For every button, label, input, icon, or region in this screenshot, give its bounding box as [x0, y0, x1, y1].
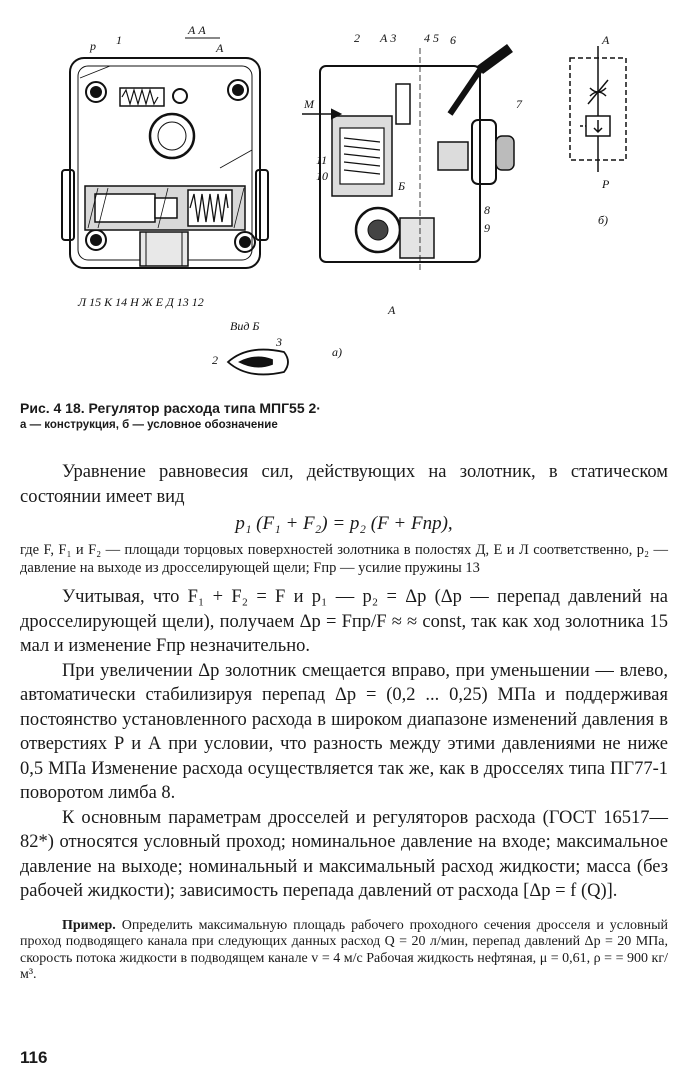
label-7: 7	[516, 97, 522, 111]
label-9: 9	[484, 221, 490, 235]
label-2: 2	[354, 31, 360, 45]
example-paragraph	[20, 918, 668, 984]
label-1: 1	[116, 33, 122, 47]
paragraph-2: Учитывая, что F₁ + F₂ = F и p₁ — p₂ = Δp (Δp — перепад давлений на дросселирующей щели), получаем Δp = Fпр/F ≈ ≈ const, так как ход золотника 15 мал и изменение Fпр незначительно.	[20, 587, 668, 656]
page-number: 116	[20, 1048, 48, 1067]
view-b-label: Вид Б	[230, 319, 260, 333]
paragraph-3: При увеличении Δp золотник смещается вправо, при уменьшении — влево, автоматически стабилизируя перепад Δp = (0,2 ... 0,25) МПа и поддерживая постоянство установленного расхода в широком диапазоне изменений давления в отверстиях Р и А при условии, что разность между этими давлениями не ниже 0,5 МПа Изменение расхода осуществляется так же, как в дросселях типа ПГ77-1 поворотом лимба 8.	[20, 660, 668, 803]
caption-title: Рис. 4 18. Регулятор расхода типа МПГ55 2·	[20, 400, 321, 416]
view-b	[228, 350, 288, 375]
label-b: Б	[398, 179, 406, 193]
label-a: А	[216, 41, 224, 55]
panel-b-label: б)	[598, 213, 609, 227]
label-6: 6	[450, 33, 456, 47]
formula-1: p₁ (F₁ + F₂) = p₂ (F + Fпр),	[235, 513, 453, 534]
label-3-view: 3	[276, 335, 282, 349]
figure-4-18	[40, 18, 660, 390]
section-aa-view	[62, 58, 268, 268]
label-p: р	[90, 39, 96, 53]
label-2-view: 2	[212, 353, 218, 367]
paragraph-1: Уравнение равновесия сил, действующих на золотник, в статическом состоянии имеет вид	[20, 462, 668, 507]
figure-caption	[20, 400, 660, 431]
label-8: 8	[484, 203, 490, 217]
symbol-diagram	[570, 46, 626, 172]
bottom-labels: Л 15 К 14 Н Ж Е Д 13 12	[78, 295, 204, 309]
label-a-bottom: А	[388, 303, 396, 317]
section-label: А А	[188, 23, 206, 37]
label-p-symbol: Р	[602, 177, 610, 191]
label-m: М	[304, 97, 314, 111]
label-a-symbol: А	[602, 33, 610, 47]
label-10: 10	[316, 169, 328, 183]
regulator-drawing	[40, 18, 660, 390]
paragraph-4: К основным параметрам дросселей и регуляторов расхода (ГОСТ 16517—82*) относятся условный проход; номинальное давление на входе; максимальное давление на выходе; номинальный и максимальный расход жидкости; масса (без рабочей жидкости); зависимость перепада давлений от расхода [Δp = f (Q)].	[20, 807, 668, 901]
formula-note: где F, F₁ и F₂ — площади торцовых поверхностей золотника в полостях Д, Е и Л соответственно, p₂ — давление на выходе из дросселирующей щели; Fпр — усилие пружины 13	[20, 542, 668, 576]
label-a3: А 3	[380, 31, 397, 45]
panel-a-label: а)	[332, 345, 342, 359]
body-text	[20, 460, 668, 998]
label-11: 11	[316, 153, 328, 167]
example-label: Пример.	[62, 917, 116, 933]
example-text: Определить максимальную площадь рабочего проходного сечения дросселя и условный проход подводящего канала при следующих данных расход Q = 20 л/мин, перепад давлений Δp = 20 МПа, скорость потока жидкости в подводящем канале v = 4 м/с Рабочая жидкость нефтяная, μ = 0,61, ρ = = 900 кг/м³.	[20, 917, 668, 982]
label-45: 4 5	[424, 31, 439, 45]
side-section-view	[302, 48, 514, 272]
caption-subtitle: а — конструкция, б — условное обозначение	[20, 419, 278, 431]
